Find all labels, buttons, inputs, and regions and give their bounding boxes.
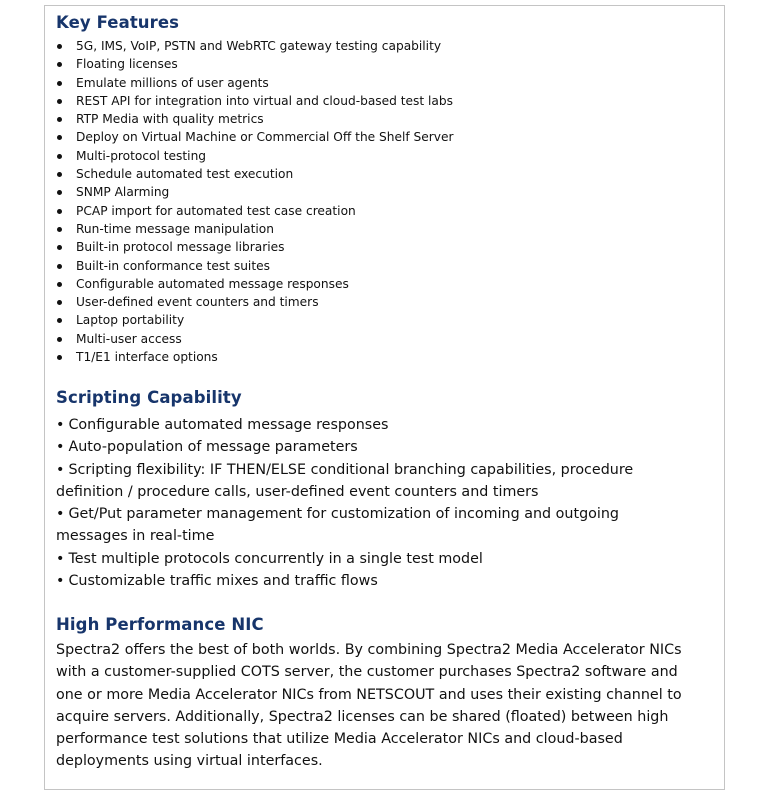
bullet-icon: •: [56, 417, 65, 433]
list-item: PCAP import for automated test case creation: [56, 202, 696, 220]
list-item: Built-in protocol message libraries: [56, 238, 696, 256]
scripting-capability-list: [56, 414, 686, 592]
key-features-heading: Key Features: [56, 13, 180, 32]
bullet-icon: •: [56, 439, 65, 456]
bullet-icon: •: [56, 461, 65, 478]
bullet-icon: [57, 355, 62, 360]
bullet-icon: [57, 227, 62, 232]
list-item: • Customizable traffic mixes and traffic flows: [56, 573, 378, 590]
list-item: User-defined event counters and timers: [56, 293, 696, 311]
high-performance-nic-paragraph: Spectra2 offers the best of both worlds. By combining Spectra2 Media Accelerator NICs with a customer-supplied COTS server, the customer purchases Spectra2 software and one or more Media Accelerator NICs from NETSCOUT and uses their existing channel to acquire servers. Additionally, Spectra2 licenses can be shared (floated) between high performance test solutions that utilize Media Accelerator NICs and cloud-based deployments using virtual interfaces.: [56, 642, 682, 770]
bullet-icon: [57, 81, 62, 86]
list-item: Schedule automated test execution: [56, 165, 696, 183]
list-item: T1/E1 interface options: [56, 348, 696, 366]
list-item: 5G, IMS, VoIP, PSTN and WebRTC gateway testing capability: [56, 37, 696, 55]
bullet-icon: •: [56, 573, 65, 590]
list-item: SNMP Alarming: [56, 183, 696, 201]
bullet-icon: [57, 190, 62, 195]
list-item: • Configurable automated message responses: [56, 417, 389, 433]
scripting-capability-heading: Scripting Capability: [56, 388, 242, 407]
bullet-icon: •: [56, 506, 65, 523]
bullet-icon: [57, 209, 62, 214]
bullet-icon: [57, 99, 62, 104]
list-item: Multi-protocol testing: [56, 147, 696, 165]
list-item: Emulate millions of user agents: [56, 74, 696, 92]
bullet-icon: [57, 117, 62, 122]
list-item: • Get/Put parameter management for customization of incoming and outgoing messages in real-time: [56, 506, 620, 545]
bullet-icon: [57, 264, 62, 269]
list-item: Laptop portability: [56, 311, 696, 329]
list-item: • Test multiple protocols concurrently in a single test model: [56, 550, 483, 567]
list-item: RTP Media with quality metrics: [56, 110, 696, 128]
bullet-icon: [57, 44, 62, 49]
bullet-icon: [57, 172, 62, 177]
bullet-icon: [57, 245, 62, 250]
bullet-icon: [57, 337, 62, 342]
list-item: Run-time message manipulation: [56, 220, 696, 238]
bullet-icon: [57, 282, 62, 287]
list-item: Built-in conformance test suites: [56, 257, 696, 275]
key-features-list: [56, 37, 696, 366]
list-item: Multi-user access: [56, 330, 696, 348]
high-performance-nic-heading: High Performance NIC: [56, 615, 264, 634]
list-item: • Scripting flexibility: IF THEN/ELSE conditional branching capabilities, procedure definition / procedure calls, user-defined event counters and timers: [56, 461, 634, 500]
list-item: Deploy on Virtual Machine or Commercial Off the Shelf Server: [56, 128, 696, 146]
bullet-icon: [57, 318, 62, 323]
bullet-icon: [57, 300, 62, 305]
bullet-icon: [57, 62, 62, 67]
datasheet-panel: [44, 5, 725, 790]
bullet-icon: [57, 154, 62, 159]
list-item: Configurable automated message responses: [56, 275, 696, 293]
list-item: • Auto-population of message parameters: [56, 439, 358, 456]
bullet-icon: •: [56, 550, 65, 567]
bullet-icon: [57, 135, 62, 140]
list-item: Floating licenses: [56, 55, 696, 73]
list-item: REST API for integration into virtual and cloud-based test labs: [56, 92, 696, 110]
